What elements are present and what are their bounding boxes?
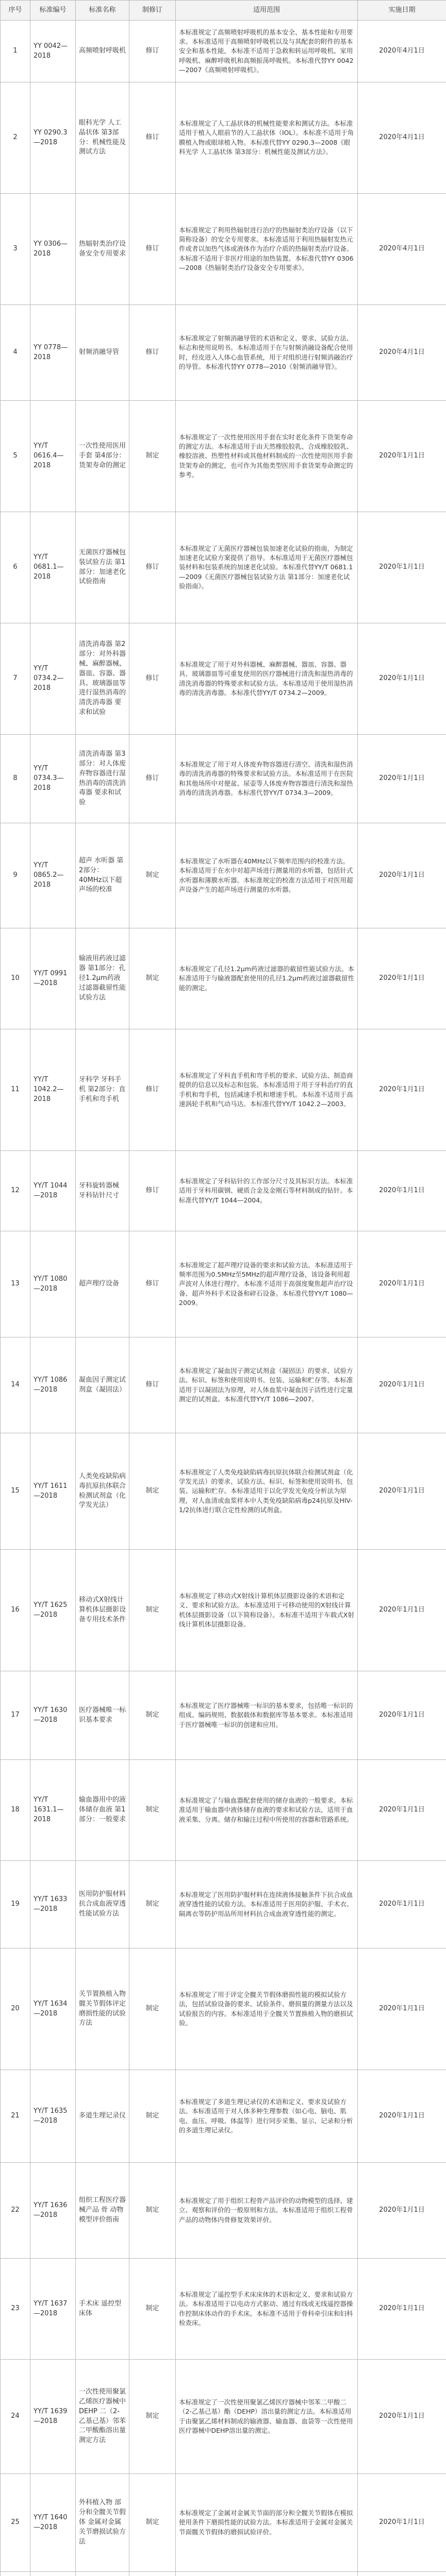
row-date: 2020年1月1日	[358, 623, 446, 735]
row-type: 修订	[129, 623, 176, 735]
table-row	[1, 194, 446, 305]
row-name: 凝血因子测定试剂盒（凝固法）	[76, 1337, 129, 1433]
row-type: 修订	[129, 21, 176, 82]
row-scope: 本标准规定了遥控型手术床床体的术语和定义、要求和试验方法。本标准适用于以电动方式驱动、通过有线或无线遥控器操作控制床体动作的手术床。本标准不适用于骨科牵引床和妇科检查床。	[176, 2259, 358, 2360]
row-no: 18	[1, 1760, 30, 1861]
row-name: 外科植入物 部分和全髋关节假体 金属对金属关节磨损试验方法	[76, 2474, 129, 2572]
row-scope: 本标准规定了用于评定全髋关节假体磨损性能的模拟试验方法，包括试验设备的要求、试验条件、磨损量的测量方法以及试验报告的内容。本标准适用于全髋关节置换植入物的磨损试验。	[176, 1948, 358, 2070]
header-date: 实施日期	[358, 1, 446, 21]
row-date: 2020年4月1日	[358, 194, 446, 305]
row-scope: 本标准规定了用于组织工程骨产品评价的动物模型的选择、建立、观察和评价的一般原则和方法。本标准适用于组织工程骨产品的动物体内骨修复效果评价。	[176, 2163, 358, 2259]
row-no: 16	[1, 1550, 30, 1671]
row-no	[1, 2572, 30, 2576]
header-type: 制修订	[129, 1, 176, 21]
table-row	[1, 512, 446, 623]
row-code: YY 0306—2018	[30, 194, 76, 305]
row-no: 7	[1, 623, 30, 735]
row-scope: 本标准规定了利用热辐射进行治疗的热辐射类治疗设备（以下简称设备）的安全专用要求。本标准适用于利用热辐射发热元件或者以加热气体或液体作为治疗介质的热辐射类治疗设备。本标准不适用于非医疗用途的加热装置。本标准代替YY 0306—2008《热辐射类治疗设备安全专用要求》。	[176, 194, 358, 305]
row-scope: 本标准规定了无菌医疗器械包装加速老化试验的指南，为制定加速老化试验方案提供了指导。本标准适用于无菌医疗器械包装材料和包装系统的加速老化试验。本标准代替YY/T 0681.1—2009《无菌医疗器械包装试验方法 第1部分：加速老化试验指南》。	[176, 512, 358, 623]
row-type: 制定	[129, 2474, 176, 2572]
row-code: YY/T 0865.2—2018	[30, 823, 76, 928]
table-row	[1, 623, 446, 735]
table-row	[1, 21, 446, 82]
row-no: 2	[1, 82, 30, 194]
row-scope: 本标准规定了牙科直手机和弯手机的要求、试验方法、制造商提供的信息以及标志和包装。本标准适用于用于牙科治疗的直手机和弯手机，包括减速手机和增速手机。本标准不适用于高速涡轮手机和气动马达。本标准代替YY/T 1042.2—2003。	[176, 1029, 358, 1151]
row-name: 手术床 遥控型床体	[76, 2259, 129, 2360]
row-no: 3	[1, 194, 30, 305]
table-row	[1, 823, 446, 928]
header-code: 标准编号	[30, 1, 76, 21]
row-no: 17	[1, 1671, 30, 1760]
row-date: 2020年1月1日	[358, 928, 446, 1029]
row-scope: 本标准规定了移动式X射线计算机体层摄影设备的术语和定义、要求和试验方法。本标准适用于可移动使用的X射线计算机体层摄影设备（以下简称设备）。本标准不适用于车载式X射线计算机体层摄影设备。	[176, 1550, 358, 1671]
row-type: 修订	[129, 1231, 176, 1337]
row-type: 修订	[129, 512, 176, 623]
table-row	[1, 1671, 446, 1760]
row-type: 制定	[129, 823, 176, 928]
row-scope: 本标准规定了牙科钻针的工作部分尺寸及其标识方法。本标准适用于牙科用碳钢、硬质合金及金刚石等材料制成的钻针。本标准代替YY/T 1044—2004。	[176, 1151, 358, 1231]
table-row	[1, 1029, 446, 1151]
row-code: YY/T 0991—2018	[30, 928, 76, 1029]
table-row	[1, 82, 446, 194]
row-name: 输血器用中的液体储存血液 第1部分：一般要求	[76, 1760, 129, 1861]
header-scope: 适用范围	[176, 1, 358, 21]
row-code: YY/T 1639—2018	[30, 2360, 76, 2474]
row-type: 制定	[129, 1760, 176, 1861]
row-name: 多道生理记录仪	[76, 2070, 129, 2163]
row-date: 2020年1月1日	[358, 1760, 446, 1861]
table-row	[1, 305, 446, 401]
row-type: 修订	[129, 735, 176, 823]
row-no: 15	[1, 1433, 30, 1550]
row-code: YY/T 1042.2—2018	[30, 1029, 76, 1151]
row-name: 超声理疗设备	[76, 1231, 129, 1337]
row-date: 2020年1月1日	[358, 1231, 446, 1337]
row-code: YY/T 1044—2018	[30, 1151, 76, 1231]
row-no: 5	[1, 401, 30, 512]
row-scope: 本标准规定了金属对金属关节面的部分和全髋关节假体在模拟使用条件下磨损性能的试验方法。本标准适用于金属对金属关节面髋关节假体的磨损试验评价。	[176, 2474, 358, 2572]
table-body	[1, 21, 446, 2576]
row-code: YY/T 1080—2018	[30, 1231, 76, 1337]
header-name: 标准名称	[76, 1, 129, 21]
table-row	[1, 1337, 446, 1433]
row-name: 牙科旋转器械 牙科钻针尺寸	[76, 1151, 129, 1231]
row-no: 19	[1, 1861, 30, 1948]
row-name: 医用防护服材料抗合成血液穿透性能试验方法	[76, 1861, 129, 1948]
row-type	[129, 2572, 176, 2576]
table-row	[1, 735, 446, 823]
row-code: YY/T 1631.1—2018	[30, 1760, 76, 1861]
row-code: YY/T 0734.3—2018	[30, 735, 76, 823]
row-no: 9	[1, 823, 30, 928]
row-date: 2020年4月1日	[358, 82, 446, 194]
row-name: 射频消融导管	[76, 305, 129, 401]
row-code: YY 0778—2018	[30, 305, 76, 401]
row-date: 2020年1月1日	[358, 2163, 446, 2259]
row-code: YY/T 0734.2—2018	[30, 623, 76, 735]
row-no: 24	[1, 2360, 30, 2474]
row-name	[76, 2572, 129, 2576]
row-code: YY/T 1640—2018	[30, 2474, 76, 2572]
row-type: 修订	[129, 82, 176, 194]
row-type: 制定	[129, 2163, 176, 2259]
row-date: 2020年1月1日	[358, 2360, 446, 2474]
row-name: 输液用药液过滤器 第1部分：孔径1.2μm药液过滤器截留性能试验方法	[76, 928, 129, 1029]
row-type: 制定	[129, 401, 176, 512]
row-scope: 本标准规定了人工晶状体的机械性能要求和测试方法。本标准适用于植入人眼前节的人工晶状体（IOL）。本标准不适用于角膜植入物或眼球植入物。本标准代替YY 0290.3—2008《眼科光学 人工晶状体 第3部分：机械性能及测试方法》。	[176, 82, 358, 194]
row-scope: 本标准规定了医用防护服材料在连续液体接触条件下抗合成血液穿透性能的试验方法。本标准适用于医用防护服、手术衣、隔离衣等防护用品所用材料抗合成血液穿透性能的测定。	[176, 1861, 358, 1948]
row-no: 20	[1, 1948, 30, 2070]
row-name: 牙科学 牙科手机 第2部分：直手机和弯手机	[76, 1029, 129, 1151]
row-scope: 本标准规定了一次性使用医用手套在实时老化条件下货架寿命的测定方法。本标准适用于由天然橡胶胶乳、合成橡胶胶乳、橡胶溶液、热塑性材料或其他材料制成的一次性使用医用手套货架寿命的测定，也可作为其他类型医用手套货架寿命测定的参考。	[176, 401, 358, 512]
row-code: YY/T 0681.1—2018	[30, 512, 76, 623]
row-date: 2020年1月1日	[358, 1861, 446, 1948]
row-type: 制定	[129, 2070, 176, 2163]
row-type: 修订	[129, 1151, 176, 1231]
row-no: 21	[1, 2070, 30, 2163]
row-code: YY 0290.3—2018	[30, 82, 76, 194]
table-header	[1, 1, 446, 21]
row-scope: 本标准规定了一次性使用聚氯乙烯医疗器械中邻苯二甲酸二（2-乙基己基）酯（DEHP）溶出量的测定方法。本标准适用于由聚氯乙烯材料制成的输液器、输血器、血袋等一次性使用医疗器械中DEHP溶出量的测定。	[176, 2360, 358, 2474]
table-row	[1, 1433, 446, 1550]
row-date: 2020年1月1日	[358, 1948, 446, 2070]
row-scope: 本标准规定了射频消融导管的术语和定义、要求、试验方法、标志和使用说明书。本标准适用于在与射频消融设备配合使用时，经皮进入人体心血管系统，用于对组织进行射频消融治疗的导管。本标准代替YY 0778—2010《射频消融导管》。	[176, 305, 358, 401]
row-date	[358, 2572, 446, 2576]
row-date: 2020年1月1日	[358, 1433, 446, 1550]
row-type: 制定	[129, 928, 176, 1029]
row-type: 制定	[129, 1671, 176, 1760]
row-date: 2020年1月1日	[358, 2474, 446, 2572]
row-name: 关节置换植入物 髋关节假体评定磨损性能的试验方法	[76, 1948, 129, 2070]
table-row	[1, 2360, 446, 2474]
row-date: 2020年4月1日	[358, 305, 446, 401]
row-type: 制定	[129, 1861, 176, 1948]
row-name: 超声 水听器 第2部分：40MHz以下超声场的校准	[76, 823, 129, 928]
table-row	[1, 2070, 446, 2163]
row-no: 13	[1, 1231, 30, 1337]
row-no: 22	[1, 2163, 30, 2259]
row-type: 修订	[129, 1337, 176, 1433]
row-name: 移动式X射线计算机体层摄影设备专用技术条件	[76, 1550, 129, 1671]
row-date: 2020年1月1日	[358, 2070, 446, 2163]
row-name: 高频喷射呼吸机	[76, 21, 129, 82]
row-code: YY/T 1630—2018	[30, 1671, 76, 1760]
row-scope: 本标准规定了凝血因子测定试剂盒（凝固法）的要求、试验方法、标识、标签和使用说明书、包装、运输和贮存等。本标准适用于以凝固法为原理，对人体血浆中凝血因子活性进行定量测定的试剂盒。本标准代替YY/T 1086—2007。	[176, 1337, 358, 1433]
table-row	[1, 928, 446, 1029]
row-no: 14	[1, 1337, 30, 1433]
row-type: 制定	[129, 2259, 176, 2360]
header-row	[1, 1, 446, 21]
row-date: 2020年4月1日	[358, 21, 446, 82]
row-name: 人类免疫缺陷病毒抗原抗体联合检测试剂盒（化学发光法）	[76, 1433, 129, 1550]
table-row	[1, 1861, 446, 1948]
row-date: 2020年1月1日	[358, 1550, 446, 1671]
table-row	[1, 2474, 446, 2572]
row-date: 2020年1月1日	[358, 2259, 446, 2360]
row-no: 1	[1, 21, 30, 82]
table-row	[1, 2259, 446, 2360]
table-row	[1, 1948, 446, 2070]
row-code: YY/T 1635—2018	[30, 2070, 76, 2163]
row-scope: 本标准规定了医疗器械唯一标识的基本要求，包括唯一标识的组成、编码规则、数据载体和数据库等基本要求。本标准适用于医疗器械唯一标识的创建和应用。	[176, 1671, 358, 1760]
row-date: 2020年1月1日	[358, 823, 446, 928]
row-no: 11	[1, 1029, 30, 1151]
row-no: 12	[1, 1151, 30, 1231]
row-type: 修订	[129, 305, 176, 401]
row-type: 制定	[129, 2360, 176, 2474]
row-type: 修订	[129, 194, 176, 305]
row-code: YY/T 1634—2018	[30, 1948, 76, 2070]
row-name: 一次性使用医用手套 第4部分：货架寿命的测定	[76, 401, 129, 512]
table-row	[1, 2572, 446, 2576]
row-type: 修订	[129, 1029, 176, 1151]
row-date: 2020年1月1日	[358, 1671, 446, 1760]
row-date: 2020年1月1日	[358, 401, 446, 512]
row-no: 8	[1, 735, 30, 823]
row-name: 眼科光学 人工晶状体 第3部分：机械性能及测试方法	[76, 82, 129, 194]
row-scope	[176, 2572, 358, 2576]
row-name: 清洗消毒器 第3部分：对人体废弃物容器进行湿热消毒的清洗消毒器 要求和试验	[76, 735, 129, 823]
row-scope: 本标准规定了人类免疫缺陷病毒抗原抗体联合检测试剂盒（化学发光法）的要求、试验方法、标识、标签和使用说明书、包装、运输和贮存。本标准适用于以化学发光免疫分析法为原理，对人血清或血浆样本中人类免疫缺陷病毒p24抗原及HIV-1/2抗体进行联合定性检测的试剂盒。	[176, 1433, 358, 1550]
row-name: 清洗消毒器 第2部分：对外科器械、麻醉器械、器皿、容器、器具、玻璃器皿等进行湿热消毒的清洗消毒器 要求和试验	[76, 623, 129, 735]
row-name: 无菌医疗器械包装试验方法 第1部分：加速老化试验指南	[76, 512, 129, 623]
row-name: 热辐射类治疗设备安全专用要求	[76, 194, 129, 305]
row-no: 4	[1, 305, 30, 401]
row-date: 2020年1月1日	[358, 1337, 446, 1433]
table-row	[1, 401, 446, 512]
header-no: 序号	[1, 1, 30, 21]
row-code: YY/T 1625—2018	[30, 1550, 76, 1671]
row-no: 25	[1, 2474, 30, 2572]
row-date: 2020年1月1日	[358, 1029, 446, 1151]
row-code: YY/T 1611—2018	[30, 1433, 76, 1550]
table-row	[1, 1760, 446, 1861]
row-code: YY/T 1636—2018	[30, 2163, 76, 2259]
row-scope: 本标准规定了多道生理记录仪的术语和定义、要求及试验方法。本标准适用于对人体多种生理参数（如心电、脑电、肌电、血压、呼吸、体温等）进行同步采集、显示、记录和分析的多道生理记录仪。	[176, 2070, 358, 2163]
row-scope: 本标准规定了与输血器配套使用的储存血液的一般要求。本标准适用于输血器中液体储存血液的要求和试验方法，适用于血液采集、分离、储存和输注过程中所使用的容器和管路系统。	[176, 1760, 358, 1861]
table-row	[1, 2163, 446, 2259]
row-code: YY 0042—2018	[30, 21, 76, 82]
row-code: YY/T 0616.4—2018	[30, 401, 76, 512]
row-code: YY/T 1637—2018	[30, 2259, 76, 2360]
table-row	[1, 1151, 446, 1231]
row-no: 6	[1, 512, 30, 623]
row-name: 医疗器械唯一标识基本要求	[76, 1671, 129, 1760]
table-row	[1, 1231, 446, 1337]
table-row	[1, 1550, 446, 1671]
row-date: 2020年1月1日	[358, 735, 446, 823]
row-scope: 本标准规定了水听器在40MHz以下频率范围内的校准方法。本标准适用于在水中对超声场进行测量用的水听器，包括针式水听器和薄膜水听器。本标准规定的校准方法适用于对医用超声设备产生的超声场进行测量的水听器。	[176, 823, 358, 928]
row-no: 10	[1, 928, 30, 1029]
row-type: 制定	[129, 1550, 176, 1671]
row-date: 2020年1月1日	[358, 512, 446, 623]
row-scope: 本标准规定了用于对人体废弃物容器进行清空、清洗和湿热消毒的清洗消毒器的特殊要求和试验方法。本标准适用于在医院和其他场所中对便盆、尿壶等人体废弃物容器进行清洗和湿热消毒的清洗消毒器。本标准代替YY/T 0734.3—2009。	[176, 735, 358, 823]
row-code	[30, 2572, 76, 2576]
row-code: YY/T 1086—2018	[30, 1337, 76, 1433]
row-type: 制定	[129, 1433, 176, 1550]
row-scope: 本标准规定了用于对外科器械、麻醉器械、器皿、容器、器具、玻璃器皿等可重复使用的医疗器械进行清洗和湿热消毒的清洗消毒器的特殊要求和试验方法。本标准适用于使用湿热消毒的清洗消毒器。本标准代替YY/T 0734.2—2009。	[176, 623, 358, 735]
row-scope: 本标准规定了孔径1.2μm药液过滤器的截留性能试验方法。本标准适用于与输液器配套使用的孔径1.2μm药液过滤器截留性能的测定。	[176, 928, 358, 1029]
row-scope: 本标准规定了高频喷射呼吸机的基本安全、基本性能和专用要求。本标准适用于高频喷射呼吸机以及与其配套的附件的基本安全和基本性能，本标准不适用于急救和转运用呼吸机、家用呼吸机、麻醉呼吸机和高频振荡呼吸机。本标准代替YY 0042—2007《高频喷射呼吸机》。	[176, 21, 358, 82]
row-name: 组织工程医疗器械产品 骨 动物模型评价指南	[76, 2163, 129, 2259]
row-date: 2020年1月1日	[358, 1151, 446, 1231]
row-type: 制定	[129, 1948, 176, 2070]
row-code: YY/T 1633—2018	[30, 1861, 76, 1948]
row-scope: 本标准规定了超声理疗设备的要求和试验方法。本标准适用于频率范围为0.5MHz至5MHz的超声理疗设备，该设备利用超声波对人体进行理疗。本标准不适用于高强度聚焦超声治疗设备、超声外科手术设备和碎石设备。本标准代替YY/T 1080—2009。	[176, 1231, 358, 1337]
row-name: 一次性使用聚氯乙烯医疗器械中DEHP 二（2-乙基己基）邻苯二甲酸酯溶出量测定方法	[76, 2360, 129, 2474]
row-no: 23	[1, 2259, 30, 2360]
